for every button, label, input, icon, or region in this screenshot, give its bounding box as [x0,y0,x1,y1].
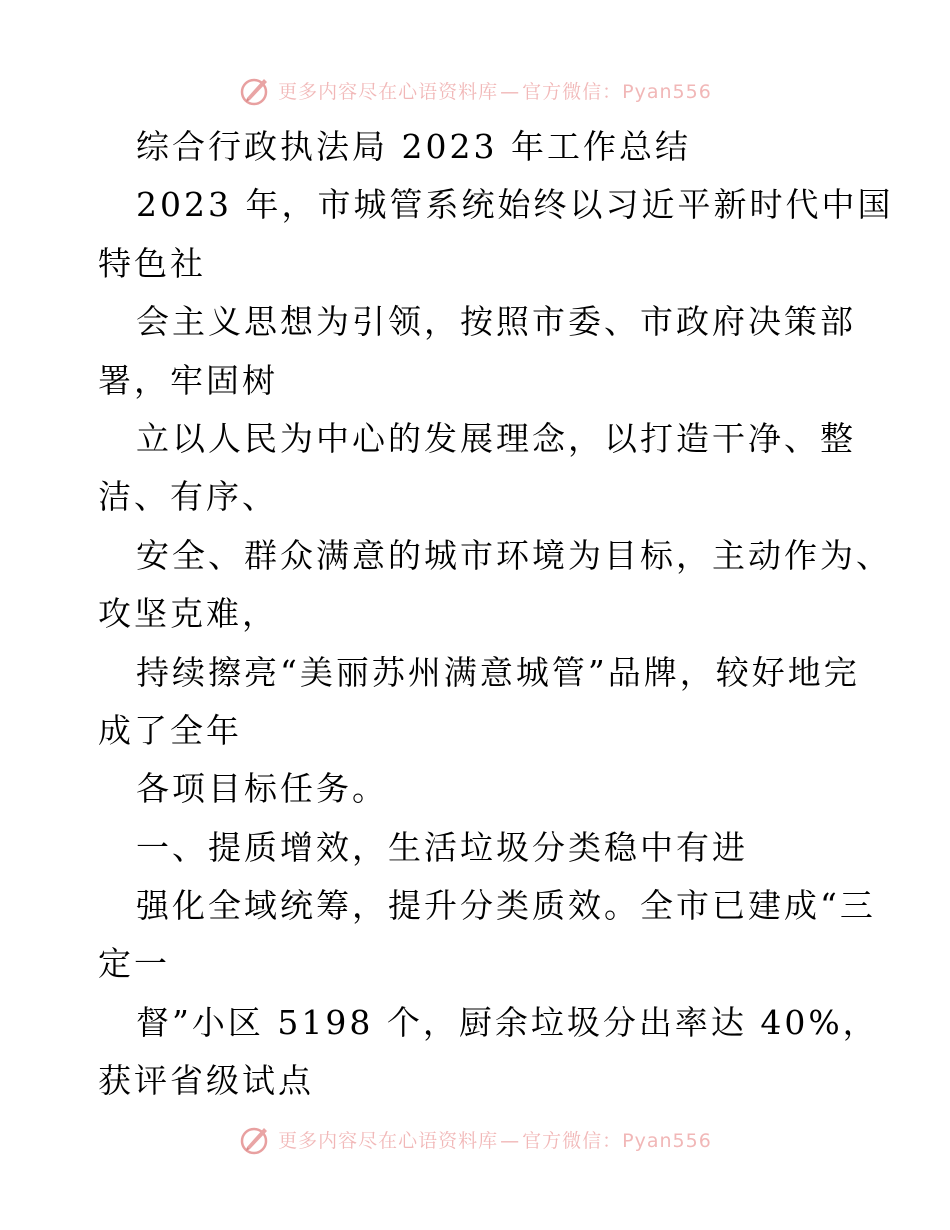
text-line: 持续擦亮“美丽苏州满意城管”品牌，较好地完 [136,652,860,692]
watermark-separator: — [500,1129,521,1152]
watermark-text [278,1126,712,1153]
text-line: 2023 年，市城管系统始终以习近平新时代中国 [136,185,894,225]
watermark-contact: 官方微信：Pyan556 [522,1129,712,1152]
text-line: 获评省级试点 [98,1061,314,1101]
watermark-header [0,70,950,110]
text-line: 成了全年 [98,710,242,750]
text-line: 署，牢固树 [98,360,278,400]
text-line: 强化全域统筹，提升分类质效。全市已建成“三 [136,886,876,926]
text-line: 立以人民为中心的发展理念，以打造干净、整 [136,418,856,458]
text-line: 督”小区 5198 个，厨余垃圾分出率达 40%， [136,1002,879,1042]
text-line: 特色社 [98,243,206,283]
text-line: 各项目标任务。 [136,769,388,809]
quill-logo-icon [238,73,272,107]
section-heading: 一、提质增效，生活垃圾分类稳中有进 [136,827,748,867]
document-body [98,118,894,1111]
watermark-text [278,77,712,104]
text-line: 会主义思想为引领，按照市委、市政府决策部 [136,302,856,342]
watermark-site: 更多内容尽在心语资料库 [278,1129,499,1152]
text-line: 定一 [98,944,170,984]
watermark-site: 更多内容尽在心语资料库 [278,80,499,103]
watermark-separator: — [500,80,521,103]
watermark-footer [0,1119,950,1159]
quill-logo-icon [238,1122,272,1156]
text-line: 洁、有序、 [98,477,278,517]
document-title: 综合行政执法局 2023 年工作总结 [136,127,691,166]
text-line: 攻坚克难， [98,594,278,634]
watermark-contact: 官方微信：Pyan556 [522,80,712,103]
text-line: 安全、群众满意的城市环境为目标，主动作为、 [136,535,892,575]
